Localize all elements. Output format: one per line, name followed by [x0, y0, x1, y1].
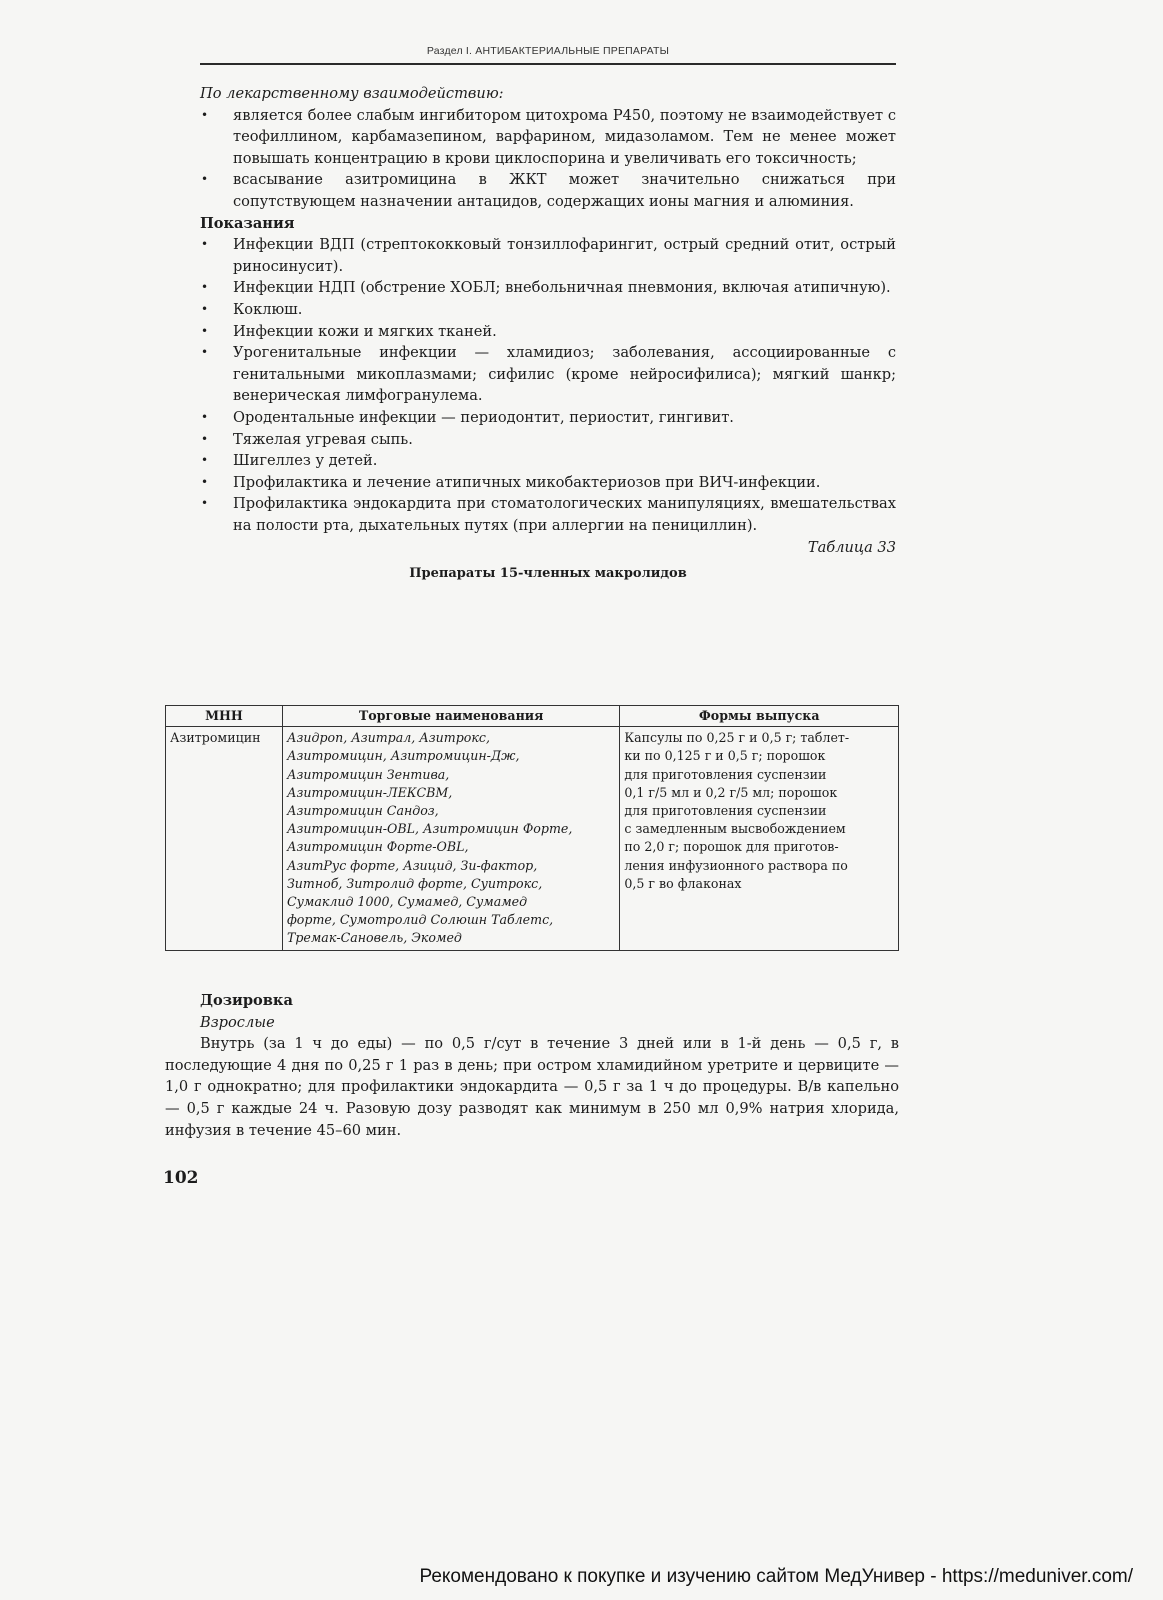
table-title: Препараты 15-членных макролидов	[409, 566, 687, 582]
page-number: 102	[163, 1168, 199, 1188]
table-row	[166, 727, 899, 950]
interaction-heading: По лекарственному взаимодействию:	[200, 85, 504, 102]
dosage-heading: Дозировка	[200, 992, 293, 1009]
list-item: • Инфекции кожи и мягких тканей.	[200, 321, 896, 343]
form-line: ки по 0,125 г и 0,5 г; порошок	[624, 748, 826, 764]
trade-name-line: форте, Сумотролид Солюшн Таблетс,	[286, 912, 554, 928]
trade-name-line: Тремак-Сановель, Экомед	[286, 930, 462, 946]
form-line: по 2,0 г; порошок для приготов-	[624, 839, 839, 855]
main-text	[200, 83, 896, 585]
list-item: • Шигеллез у детей.	[200, 450, 896, 472]
list-item: • Инфекции НДП (обстрение ХОБЛ; внебольничная пневмония, включая атипичную).	[200, 277, 896, 299]
header-inn: МНН	[166, 706, 283, 727]
indications-heading: Показания	[200, 214, 295, 232]
form-line: 0,1 г/5 мл и 0,2 г/5 мл; порошок	[624, 784, 838, 800]
cell-forms	[620, 727, 899, 950]
table-header-row	[166, 706, 899, 727]
list-item: • является более слабым ингибитором цитохрома Р450, поэтому не взаимодействует с теофиллином, карбамазепином, варфарином, мидазоламом. Тем не менее может повышать концентрацию в крови циклоспорина и увеличивать его токсичность;	[200, 105, 896, 170]
running-head: Раздел I. АНТИБАКТЕРИАЛЬНЫЕ ПРЕПАРАТЫ	[426, 45, 670, 57]
table-caption: Таблица 33	[807, 539, 896, 557]
trade-name-line: Зитноб, Зитролид форте, Суитрокс,	[286, 875, 543, 891]
list-item: • Ородентальные инфекции — периодонтит, периостит, гингивит.	[200, 407, 896, 429]
indications-list	[200, 234, 896, 536]
drug-table	[165, 705, 899, 951]
footer-link-text[interactable]: Рекомендовано к покупке и изучению сайтом МедУнивер - https://meduniver.com/	[419, 1566, 1133, 1587]
header-rule	[200, 63, 896, 65]
list-item: • Коклюш.	[200, 299, 896, 321]
list-item: • Инфекции ВДП (стрептококковый тонзиллофарингит, острый средний отит, острый риносинусит).	[200, 234, 896, 277]
trade-name-line: Азитромицин-ЛЕКСВМ,	[286, 784, 453, 800]
dosage-subheading: Взрослые	[200, 1013, 275, 1031]
cell-inn: Азитромицин	[166, 727, 283, 950]
trade-name-line: Азитромицин Сандоз,	[286, 803, 439, 819]
form-line: для приготовления суспензии	[624, 766, 827, 782]
header-forms: Формы выпуска	[620, 706, 899, 727]
form-line: с замедленным высвобождением	[624, 821, 846, 837]
dosage-section	[165, 990, 899, 1141]
list-item: • Профилактика и лечение атипичных микобактериозов при ВИЧ-инфекции.	[200, 472, 896, 494]
trade-name-line: АзитРус форте, Азицид, Зи-фактор,	[286, 857, 538, 873]
list-item: • Профилактика эндокардита при стоматологических манипуляциях, вмешательствах на полости рта, дыхательных путях (при аллергии на пенициллин).	[200, 493, 896, 536]
list-item: • Урогенитальные инфекции — хламидиоз; заболевания, ассоциированные с генитальными микоплазмами; сифилис (кроме нейросифилиса); мягкий шанкр; венерическая лимфогранулема.	[200, 342, 896, 407]
trade-name-line: Азидроп, Азитрал, Азитрокс,	[286, 730, 490, 746]
trade-name-line: Азитромицин-OBL, Азитромицин Форте,	[286, 821, 573, 837]
list-item: • всасывание азитромицина в ЖКТ может значительно снижаться при сопутствующем назначении антацидов, содержащих ионы магния и алюминия.	[200, 169, 896, 212]
list-item: • Тяжелая угревая сыпь.	[200, 429, 896, 451]
form-line: ления инфузионного раствора по	[624, 857, 848, 873]
header-trade-names: Торговые наименования	[282, 706, 619, 727]
form-line: Капсулы по 0,25 г и 0,5 г; таблет-	[624, 730, 850, 746]
trade-name-line: Азитромицин, Азитромицин-Дж,	[286, 748, 520, 764]
dosage-text: Внутрь (за 1 ч до еды) — по 0,5 г/сут в течение 3 дней или в 1-й день — 0,5 г, в последующие 4 дня по 0,25 г 1 раз в день; при остром хламидийном уретрите и цервиците — 1,0 г однократно; для профилактики эндокардита — 0,5 г за 1 ч до процедуры. В/в капельно — 0,5 г каждые 24 ч. Разовую дозу разводят как минимум в 250 мл 0,9% натрия хлорида, инфузия в течение 45–60 мин.	[165, 1035, 899, 1139]
trade-name-line: Сумаклид 1000, Сумамед, Сумамед	[286, 894, 528, 910]
trade-name-line: Азитромицин Форте-OBL,	[286, 839, 469, 855]
interaction-list	[200, 105, 896, 213]
form-line: 0,5 г во флаконах	[624, 875, 742, 891]
cell-trade-names	[282, 727, 619, 950]
form-line: для приготовления суспензии	[624, 803, 827, 819]
trade-name-line: Азитромицин Зентива,	[286, 766, 450, 782]
